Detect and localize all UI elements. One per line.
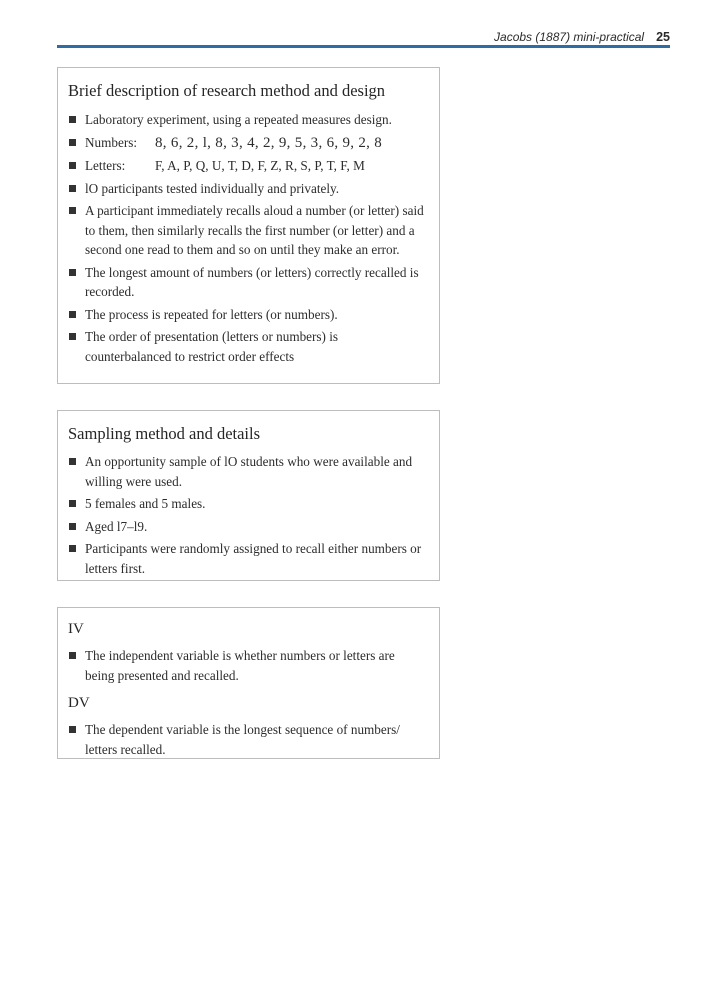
list-item-numbers <box>68 133 427 154</box>
iv-list <box>68 646 427 685</box>
sampling-heading: Sampling method and details <box>68 424 261 443</box>
dv-list <box>68 720 427 759</box>
list-item <box>68 452 427 491</box>
method-design-heading: Brief description of research method and design <box>68 81 386 100</box>
square-bullet-icon <box>69 207 76 214</box>
running-header <box>494 30 670 44</box>
square-bullet-icon <box>69 116 76 123</box>
list-item-text: An opportunity sample of lO students who were available and willing were used. <box>85 454 413 489</box>
list-item-text: The order of presentation (letters or numbers) is counterbalanced to restrict order effects <box>85 329 339 364</box>
square-bullet-icon <box>69 726 76 733</box>
list-item-text: The process is repeated for letters (or numbers). <box>85 306 338 322</box>
list-item <box>68 327 427 366</box>
square-bullet-icon <box>69 458 76 465</box>
list-item <box>68 539 427 578</box>
list-item <box>68 494 427 514</box>
list-item-text: lO participants tested individually and privately. <box>85 180 340 196</box>
numbers-label: Numbers: <box>85 134 138 150</box>
list-item-text: The dependent variable is the longest sequence of numbers/ letters recalled. <box>85 722 400 757</box>
list-item <box>68 201 427 260</box>
list-item-text: A participant immediately recalls aloud a number (or letter) said to them, then similarly recalls the first number (or letter) and a second one read to them and so on until they make an error. <box>85 203 424 257</box>
square-bullet-icon <box>69 500 76 507</box>
sampling-box <box>57 410 440 581</box>
list-item-text: Laboratory experiment, using a repeated measures design. <box>85 112 392 127</box>
sampling-list <box>68 452 427 578</box>
square-bullet-icon <box>69 652 76 659</box>
list-item <box>68 646 427 685</box>
header-rule <box>57 45 670 48</box>
page-number: 25 <box>656 30 670 44</box>
list-item <box>68 263 427 302</box>
list-item-text: 5 females and 5 males. <box>85 496 206 511</box>
square-bullet-icon <box>69 333 76 340</box>
list-item <box>68 720 427 759</box>
letters-sequence: F, A, P, Q, U, T, D, F, Z, R, S, P, T, F, M <box>155 158 365 173</box>
square-bullet-icon <box>69 269 76 276</box>
dv-heading: DV <box>68 695 90 711</box>
method-design-list <box>68 110 427 366</box>
square-bullet-icon <box>69 523 76 530</box>
list-item <box>68 305 427 325</box>
list-item-text: The independent variable is whether numbers or letters are being presented and recalled. <box>85 648 395 683</box>
running-header-title: Jacobs (1887) mini-practical <box>494 30 645 44</box>
square-bullet-icon <box>69 139 76 146</box>
list-item-text: Participants were randomly assigned to recall either numbers or letters first. <box>85 541 422 576</box>
method-design-box <box>57 67 440 384</box>
list-item <box>68 110 427 130</box>
letters-label: Letters: <box>85 158 126 173</box>
square-bullet-icon <box>69 185 76 192</box>
list-item-letters <box>68 156 427 176</box>
square-bullet-icon <box>69 311 76 318</box>
variables-box <box>57 607 440 759</box>
list-item <box>68 517 427 537</box>
list-item-text: Aged l7–l9. <box>85 518 148 534</box>
list-item <box>68 179 427 199</box>
iv-heading: IV <box>68 621 84 637</box>
square-bullet-icon <box>69 162 76 169</box>
numbers-sequence: 8, 6, 2, l, 8, 3, 4, 2, 9, 5, 3, 6, 9, 2, 8 <box>155 134 383 151</box>
list-item-text: The longest amount of numbers (or letters) correctly recalled is recorded. <box>85 264 419 299</box>
square-bullet-icon <box>69 545 76 552</box>
